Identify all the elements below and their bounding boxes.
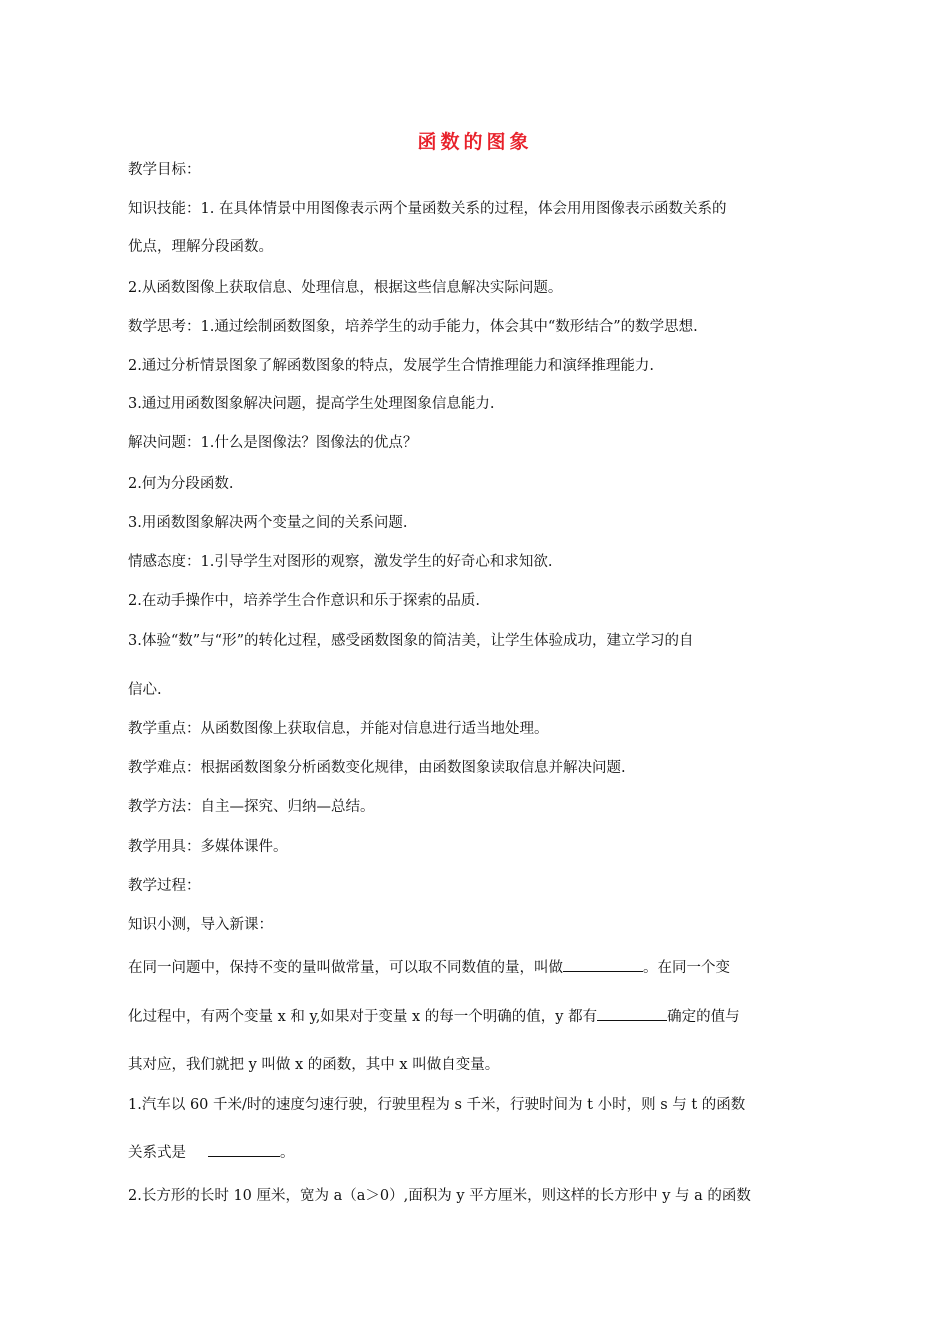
text-segment: 关系式是 [128, 1145, 186, 1161]
text-line-with-blank [128, 1142, 295, 1163]
text-line: 教学目标： [128, 162, 201, 178]
text-line: 教学难点：根据函数图象分析函数变化规律，由函数图象读取信息并解决问题. [128, 760, 626, 776]
text-line-with-blank [128, 1006, 740, 1027]
text-line: 3.体验“数”与“形”的转化过程，感受函数图象的简洁美，让学生体验成功，建立学习的自 [128, 633, 694, 649]
text-segment: 。在同一个变 [643, 960, 730, 976]
text-line: 解决问题：1.什么是图像法？图像法的优点？ [128, 435, 418, 451]
text-line: 2.长方形的长时 10 厘米，宽为 a（a＞0）,面积为 y 平方厘米，则这样的长方形中 y 与 a 的函数 [128, 1188, 751, 1204]
text-line: 2.何为分段函数. [128, 476, 234, 492]
text-line: 1.汽车以 60 千米/时的速度匀速行驶，行驶里程为 s 千米，行驶时间为 t 小时，则 s 与 t 的函数 [128, 1097, 746, 1113]
text-segment: 确定的值与 [667, 1009, 740, 1025]
text-line: 知识小测，导入新课： [128, 917, 273, 933]
text-line: 教学重点：从函数图像上获取信息，并能对信息进行适当地处理。 [128, 721, 549, 737]
text-line: 优点，理解分段函数。 [128, 239, 273, 255]
text-line-with-blank [128, 957, 730, 978]
text-line: 教学过程： [128, 878, 201, 894]
text-line: 情感态度：1.引导学生对图形的观察，激发学生的好奇心和求知欲. [128, 554, 553, 570]
text-line: 教学用具：多媒体课件。 [128, 839, 288, 855]
text-line: 3.通过用函数图象解决问题，提高学生处理图象信息能力. [128, 396, 495, 412]
text-segment: 。 [280, 1145, 295, 1161]
document-title: 函数的图象 [417, 131, 533, 153]
fill-blank [208, 1142, 280, 1157]
text-line: 教学方法：自主—探究、归纳—总结。 [128, 799, 375, 815]
text-line: 2.通过分析情景图象了解函数图象的特点，发展学生合情推理能力和演绎推理能力. [128, 358, 654, 374]
text-segment: 在同一问题中，保持不变的量叫做常量，可以取不同数值的量，叫做 [128, 960, 563, 976]
text-line: 3.用函数图象解决两个变量之间的关系问题. [128, 515, 408, 531]
fill-blank [597, 1006, 667, 1021]
text-line: 2.从函数图像上获取信息、处理信息，根据这些信息解决实际问题。 [128, 280, 563, 296]
text-line: 数学思考：1.通过绘制函数图象，培养学生的动手能力，体会其中“数形结合”的数学思想. [128, 319, 698, 335]
text-segment: 化过程中，有两个变量 x 和 y,如果对于变量 x 的每一个明确的值，y 都有 [128, 1009, 598, 1025]
text-line: 信心. [128, 682, 162, 698]
text-line: 知识技能：1. 在具体情景中用图像表示两个量函数关系的过程，体会用用图像表示函数关系的 [128, 201, 727, 217]
fill-blank [563, 957, 643, 972]
text-line: 2.在动手操作中，培养学生合作意识和乐于探索的品质. [128, 593, 480, 609]
text-line: 其对应，我们就把 y 叫做 x 的函数，其中 x 叫做自变量。 [128, 1057, 500, 1073]
